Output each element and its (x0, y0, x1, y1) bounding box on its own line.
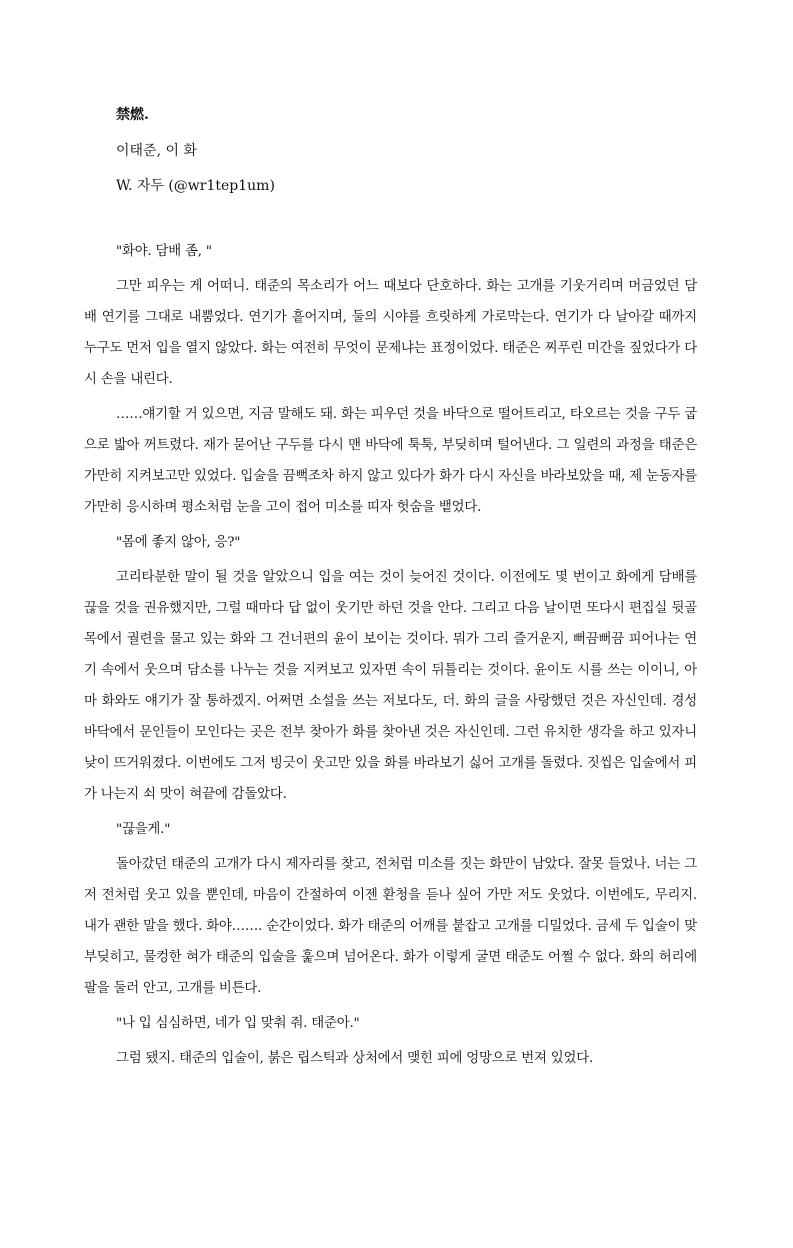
paragraph: "나 입 심심하면, 네가 입 맞춰 줘. 태준아." (116, 1016, 360, 1031)
paragraph: "몸에 좋지 않아, 응?" (116, 535, 241, 550)
pairing-line: 이태준, 이 화 (116, 143, 197, 159)
author-line: W. 자두 (@wr1tep1um) (116, 178, 275, 194)
paragraph: ……얘기할 거 있으면, 지금 말해도 돼. 화는 피우던 것을 바닥으로 떨어트리고, 타오르는 것을 구두 굽으로 밟아 꺼트렸다. 재가 묻어난 구두를 다시 맨 바닥에 툭툭, 부딪히며 털어낸다. 그 일련의 과정을 태준은 가만히 지켜보고만 있었다. 입술을 끔뻑조차 하지 않고 있다가 화가 다시 자신을 바라보았을 때, 제 눈동자를 가만히 응시하며 평소처럼 눈을 고이 접어 미소를 띠자 헛숨을 뱉었다. (84, 407, 697, 515)
paragraph: "끊을게." (116, 822, 171, 837)
story-title: 禁燃. (116, 107, 149, 123)
paragraph: 그만 피우는 게 어떠니. 태준의 목소리가 어느 때보다 단호하다. 화는 고개를 기웃거리며 머금었던 담배 연기를 그대로 내뿜었다. 연기가 흩어지며, 둘의 시야를 흐릿하게 가로막는다. 연기가 다 날아갈 때까지 누구도 먼저 입을 열지 않았다. 화는 여전히 무엇이 문제냐는 표정이었다. 태준은 찌푸린 미간을 짚었다가 다시 손을 내린다. (84, 279, 697, 387)
paragraph: 고리타분한 말이 될 것을 알았으니 입을 여는 것이 늦어진 것이다. 이전에도 몇 번이고 화에게 담배를 끊을 것을 권유했지만, 그럴 때마다 답 없이 웃기만 하던 것을 안다. 그리고 다음 날이면 또다시 편집실 뒷골목에서 궐련을 물고 있는 화와 그 건너편의 윤이 보이는 것이다. 뭐가 그리 즐거운지, 뻐끔뻐끔 피어나는 연기 속에서 웃으며 담소를 나누는 것을 지켜보고 있자면 속이 뒤틀리는 것이다. 윤이도 시를 쓰는 이이니, 아마 화와도 얘기가 잘 통하겠지. 어쩌면 소설을 쓰는 저보다도, 더. 화의 글을 사랑했던 것은 자신인데. 경성 바닥에서 문인들이 모인다는 곳은 전부 찾아가 화를 찾아낸 것은 자신인데. 그런 유치한 생각을 하고 있자니 낮이 뜨거워졌다. 이번에도 그저 빙긋이 웃고만 있을 화를 바라보기 싫어 고개를 돌렸다. 짓씹은 입술에서 피가 나는지 쇠 맛이 혀끝에 감돌았다. (84, 570, 697, 802)
paragraph: 돌아갔던 태준의 고개가 다시 제자리를 찾고, 전처럼 미소를 짓는 화만이 남았다. 잘못 들었나. 너는 그저 전처럼 웃고 있을 뿐인데, 마음이 간절하여 이젠 환청을 듣나 싶어 가만 저도 웃었다. 이번에도, 무리지. 내가 괜한 말을 했다. 화야……. 순간이었다. 화가 태준의 어깨를 붙잡고 고개를 디밀었다. 금세 두 입술이 맞부딪히고, 물컹한 혀가 태준의 입술을 훑으며 넘어온다. 화가 이렇게 굴면 태준도 어쩔 수 없다. 화의 허리에 팔을 둘러 안고, 고개를 비튼다. (84, 857, 697, 996)
paragraph: 그럼 됐지. 태준의 입술이, 붉은 립스틱과 상처에서 맺힌 피에 엉망으로 번져 있었다. (116, 1051, 594, 1066)
story-body (84, 236, 697, 1078)
paragraph: "화야. 담배 좀, " (116, 244, 212, 259)
